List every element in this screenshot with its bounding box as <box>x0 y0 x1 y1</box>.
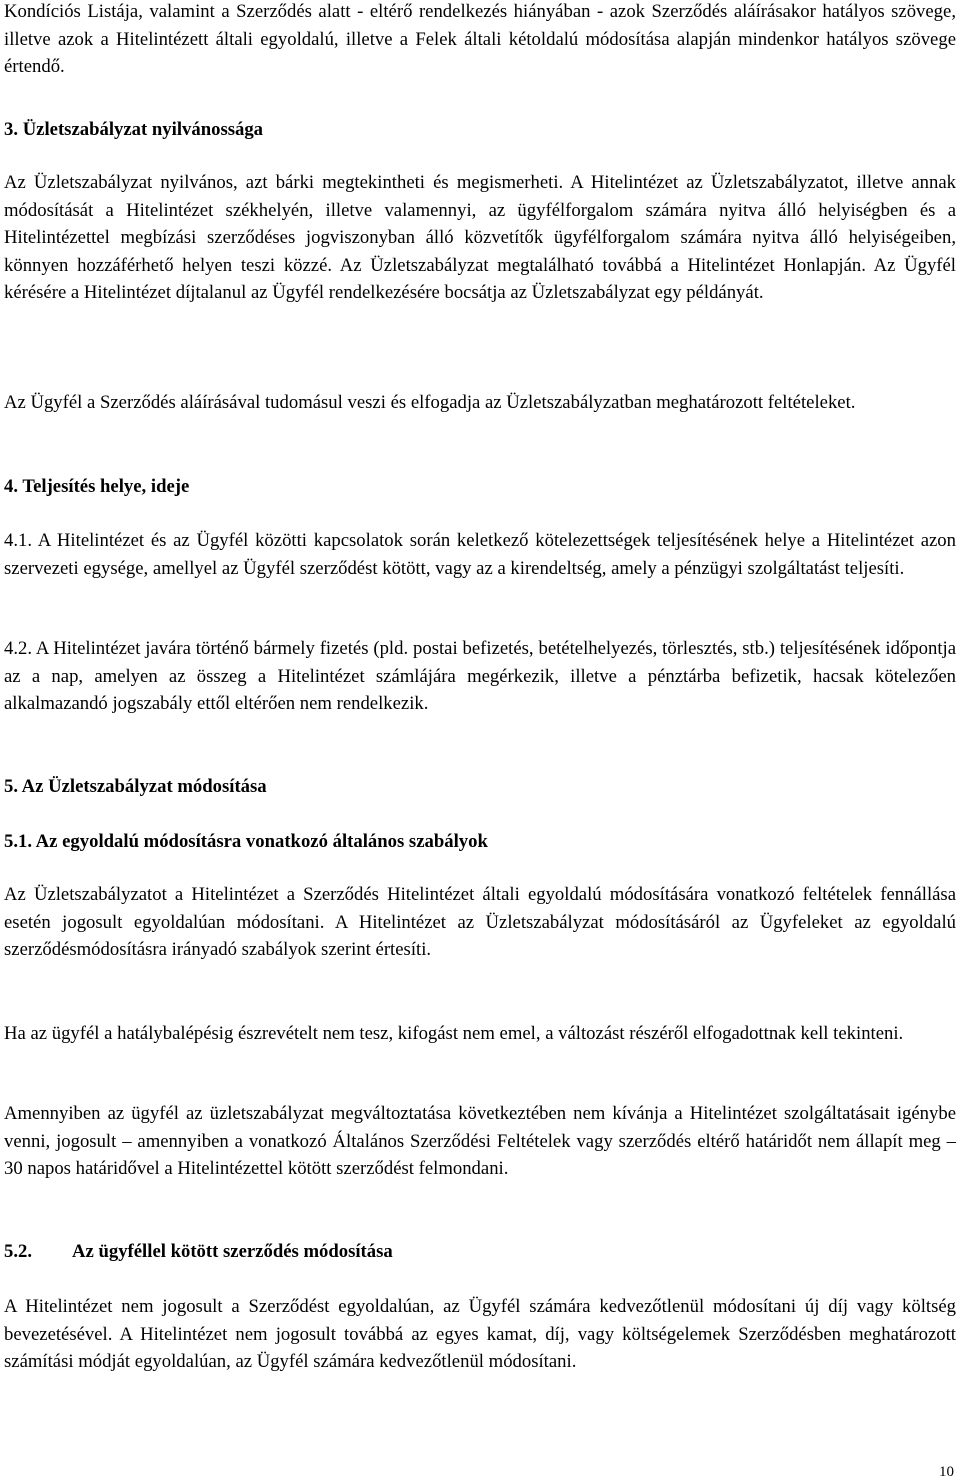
page-number: 10 <box>939 1464 954 1480</box>
section-5-2-number: 5.2. <box>4 1241 33 1262</box>
intro-paragraph: Kondíciós Listája, valamint a Szerződés alatt - eltérő rendelkezés hiányában - azok Szerződés aláírásakor hatályos szövege, illetve azok a Hitelintézett általi egyoldalú, illetve a Felek általi kétoldalú módosítása alapján mindenkor hatályos szövege értendő. <box>4 1 956 78</box>
section-5-2-title: Az ügyféllel kötött szerződés módosítása <box>72 1241 393 1262</box>
section-5-1-paragraph-1: Az Üzletszabályzatot a Hitelintézet a Szerződés Hitelintézet általi egyoldalú módosítására vonatkozó feltételek fennállása esetén jogosult egyoldalúan módosítani. A Hitelintézet az Üzletszabályzat módosításáról az Ügyfeleket az egyoldalú szerződésmódosításra irányadó szabályok szerint értesíti. <box>4 884 956 961</box>
section-3-paragraph-2: Az Ügyfél a Szerződés aláírásával tudomásul veszi és elfogadja az Üzletszabályzatban meghatározott feltételeket. <box>4 392 856 413</box>
section-4-2-paragraph: 4.2. A Hitelintézet javára történő bármely fizetés (pld. postai befizetés, betételhelyezés, törlesztés, stb.) teljesítésének időpontja az a nap, amelyen az összeg a Hitelintézet számlájára megérkezik, illetve a pénztárba befizetik, hacsak kötelezően alkalmazandó jogszabály ettől eltérően nem rendelkezik. <box>4 638 956 715</box>
section-3-heading: 3. Üzletszabályzat nyilvánossága <box>4 119 264 140</box>
section-5-1-paragraph-3: Amennyiben az ügyfél az üzletszabályzat megváltoztatása következtében nem kívánja a Hitelintézet szolgáltatásait igénybe venni, jogosult – amennyiben a vonatkozó Általános Szerződési Feltételek vagy szerződés eltérő határidőt nem állapít meg – 30 napos határidővel a Hitelintézettel kötött szerződést felmondani. <box>4 1103 956 1180</box>
section-5-1-paragraph-2: Ha az ügyfél a hatálybalépésig észrevételt nem tesz, kifogást nem emel, a változást részéről elfogadottnak kell tekinteni. <box>4 1023 904 1044</box>
section-4-heading: 4. Teljesítés helye, ideje <box>4 476 190 497</box>
section-5-heading: 5. Az Üzletszabályzat módosítása <box>4 776 267 797</box>
section-3-paragraph-1: Az Üzletszabályzat nyilvános, azt bárki megtekintheti és megismerheti. A Hitelintézet az Üzletszabályzatot, illetve annak módosítását a Hitelintézet székhelyén, illetve valamennyi, az ügyfélforgalom számára nyitva álló helyiségben és a Hitelintézettel megbízási szerződéses jogviszonyban álló közvetítők ügyfélforgalom számára nyitva álló helyiségeiben, könnyen hozzáférhető helyen teszi közzé. Az Üzletszabályzat megtalálható továbbá a Hitelintézet Honlapján. Az Ügyfél kérésére a Hitelintézet díjtalanul az Ügyfél rendelkezésére bocsátja az Üzletszabályzat egy példányát. <box>4 172 956 304</box>
section-5-2-heading <box>4 1238 393 1266</box>
section-5-2-paragraph-1: A Hitelintézet nem jogosult a Szerződést egyoldalúan, az Ügyfél számára kedvezőtlenül módosítani új díj vagy költség bevezetésével. A Hitelintézet nem jogosult továbbá az egyes kamat, díj, vagy költségelemek Szerződésben meghatározott számítási módját egyoldalúan, az Ügyfél számára kedvezőtlenül módosítani. <box>4 1296 956 1373</box>
section-4-1-paragraph: 4.1. A Hitelintézet és az Ügyfél közötti kapcsolatok során keletkező kötelezettségek teljesítésének helye a Hitelintézet azon szervezeti egysége, amellyel az Ügyfél szerződést kötött, vagy az a kirendeltség, amely a pénzügyi szolgáltatást teljesíti. <box>4 530 956 579</box>
section-5-1-heading: 5.1. Az egyoldalú módosításra vonatkozó általános szabályok <box>4 831 488 852</box>
